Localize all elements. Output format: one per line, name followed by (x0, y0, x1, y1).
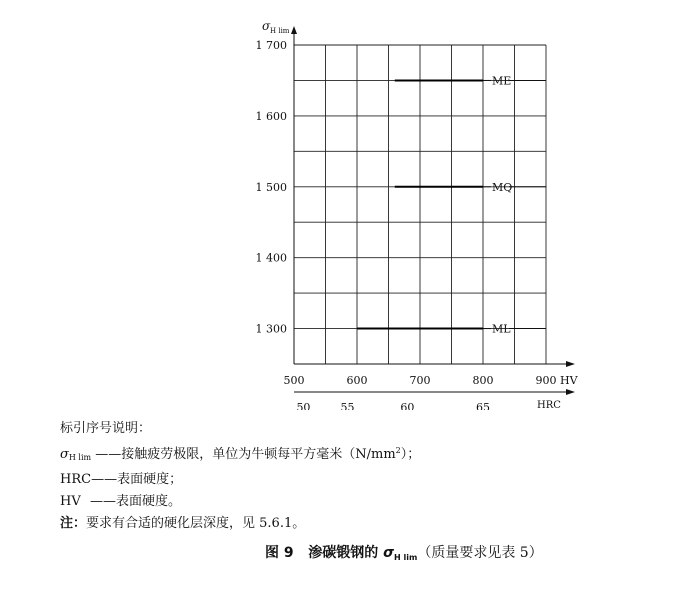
legend-sigma-symbol: σ (60, 447, 69, 462)
legend-hv-term: HV (60, 494, 81, 509)
y-axis-title-subscript: H lim (270, 27, 290, 35)
legend-item-sigma (60, 440, 420, 469)
legend (60, 418, 420, 535)
series-label-ml: ML (492, 322, 511, 336)
caption-subscript: H lim (394, 553, 418, 562)
legend-sigma-superscript: 2 (395, 446, 401, 455)
legend-item-hv (60, 491, 420, 513)
note-label: 注： (60, 516, 87, 531)
legend-note (60, 513, 420, 535)
legend-sigma-text: ——接触疲劳极限，单位为牛顿每平方毫米（N/mm (95, 447, 396, 462)
x-tick-label: 700 (409, 374, 431, 387)
hrc-tick-label: 65 (476, 401, 490, 410)
hrc-tick-label: 50 (296, 401, 311, 410)
x-tick-label: 600 (346, 374, 368, 387)
legend-hrc-text: ——表面硬度； (91, 472, 183, 487)
legend-sigma-subscript: H lim (68, 453, 92, 462)
y-tick-label: 1 700 (255, 39, 287, 52)
series-label-mq: MQ (492, 180, 513, 194)
hrc-tick-label: 55 (340, 401, 355, 410)
caption-title: 渗碳锻钢的 (308, 545, 379, 561)
chart-grid (294, 45, 546, 364)
x-tick-label: 800 (472, 374, 494, 387)
figure-caption (265, 542, 543, 562)
y-tick-label: 1 300 (255, 322, 287, 336)
caption-figure-number: 图 9 (265, 545, 294, 561)
chart-labels (256, 19, 579, 410)
y-tick-label: 1 400 (255, 251, 287, 265)
caption-tail: （质量要求见表 5） (417, 545, 543, 561)
y-tick-label: 1 600 (255, 109, 287, 123)
legend-hrc-term: HRC (60, 472, 92, 487)
y-axis-title: σ (262, 19, 271, 33)
y-tick-label: 1 500 (255, 180, 287, 194)
hrc-axis-arrow (566, 389, 575, 395)
legend-heading: 标引序号说明： (60, 421, 152, 436)
note-text: 要求有合适的硬化层深度，见 5.6.1。 (86, 516, 306, 531)
hrc-axis-title: HRC (537, 400, 561, 410)
hrc-tick-label: 60 (400, 401, 415, 410)
x-axis-arrow (566, 361, 575, 367)
x-tick-label: 500 (283, 374, 305, 387)
legend-hv-text: ——表面硬度。 (90, 494, 182, 509)
series-label-me: ME (492, 74, 512, 88)
x-axis-title: HV (560, 374, 578, 387)
legend-sigma-text-end: ）； (400, 447, 421, 462)
legend-item-hrc (60, 469, 420, 491)
x-tick-label: 900 (535, 374, 557, 387)
caption-sigma: σ (383, 545, 395, 561)
y-axis-arrow (291, 26, 297, 34)
